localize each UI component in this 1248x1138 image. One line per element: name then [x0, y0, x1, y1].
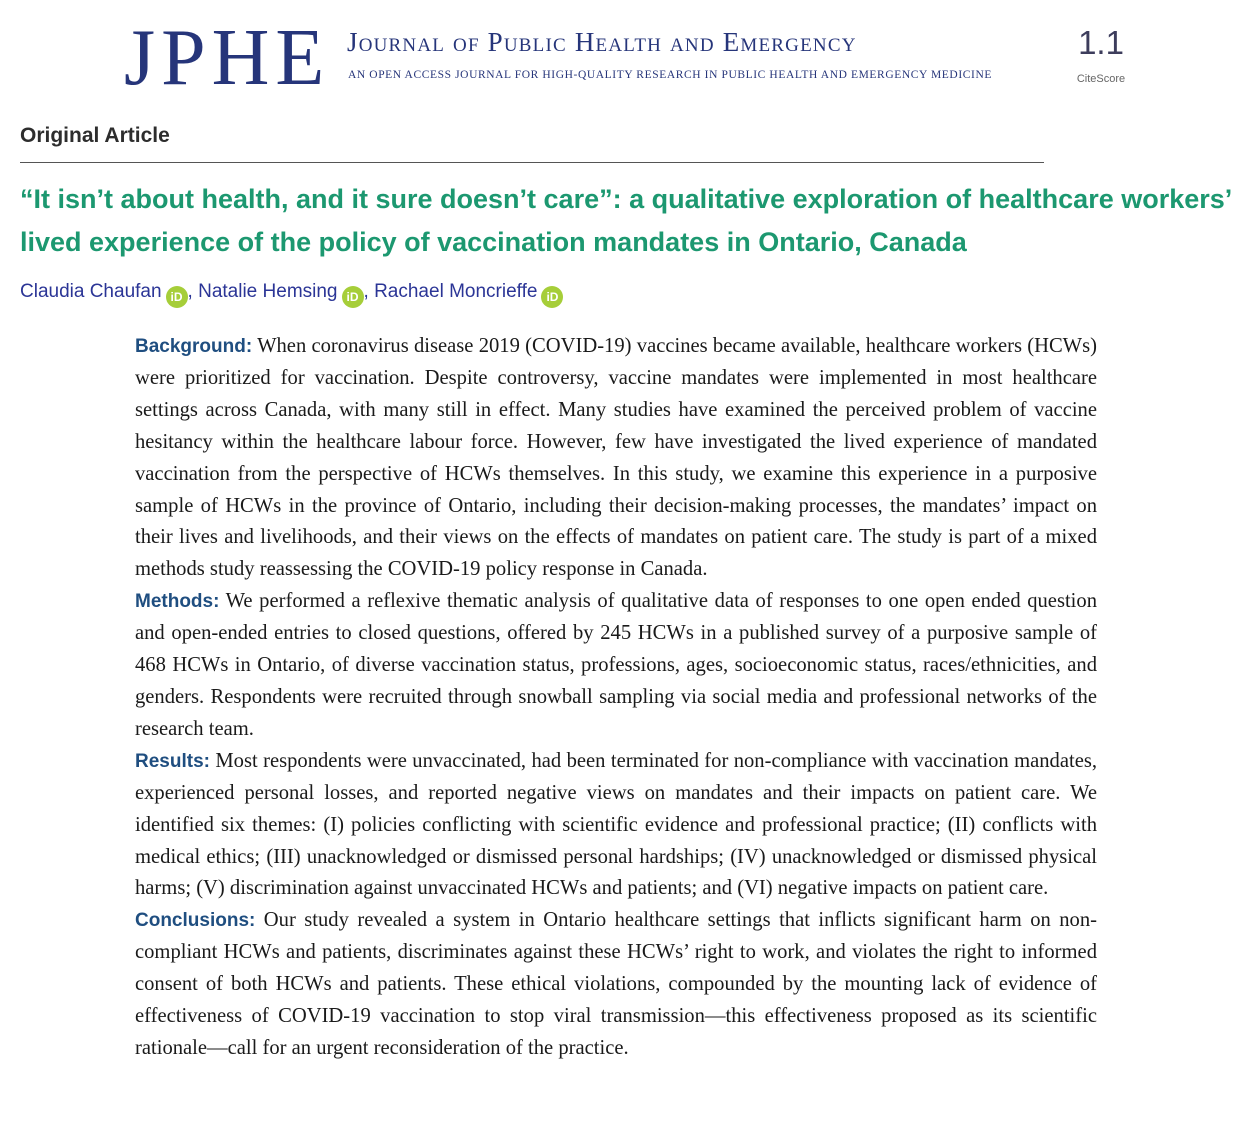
citescore-label[interactable]: CiteScore [1076, 73, 1126, 85]
journal-logo[interactable]: JPHE [124, 14, 331, 102]
journal-name[interactable]: Journal of Public Health and Emergency [347, 27, 857, 57]
orcid-icon[interactable]: iD [342, 286, 364, 308]
author-separator: , [363, 281, 375, 302]
results-text: Most respondents were unvaccinated, had been terminated for non-compliance with vaccination mandates, experienced personal losses, and reported negative views on mandates and their impacts on patient care. We identified six themes: (I) policies conflicting with scientific evidence and professional practice; (II) conflicts with medical ethics; (III) unacknowledged or dismissed personal hardships; (IV) unacknowledged or dismissed physical harms; (V) discrimination against unvaccinated HCWs and patients; and (VI) negative impacts on patient care. [135, 749, 1097, 900]
header-divider [20, 162, 1044, 163]
orcid-icon[interactable]: iD [166, 286, 188, 308]
journal-tagline: AN OPEN ACCESS JOURNAL FOR HIGH-QUALITY RESEARCH IN PUBLIC HEALTH AND EMERGENCY MEDICINE [348, 69, 992, 81]
background-label: Background: [135, 336, 253, 357]
author-separator: , [187, 281, 199, 302]
results-label: Results: [135, 750, 210, 772]
abstract [135, 331, 1097, 1065]
background-text: When coronavirus disease 2019 (COVID-19) vaccines became available, healthcare workers (HCWs) were prioritized for vaccination. Despite controversy, vaccine mandates were implemented in most healthcare settings across Canada, with many still in effect. Many studies have examined the perceived problem of vaccine hesitancy within the healthcare labour force. However, few have investigated the lived experience of mandated vaccination from the perspective of HCWs themselves. In this study, we examine this experience in a purposive sample of HCWs in the province of Ontario, including their decision-making processes, the mandates’ impact on their lives and livelihoods, and their views on the effects of mandates on patient care. The study is part of a mixed methods study reassessing the COVID-19 policy response in Canada. [135, 335, 1097, 581]
abstract-conclusions [135, 905, 1097, 1065]
author-name[interactable]: Claudia Chaufan [20, 281, 162, 302]
author-list [20, 281, 563, 308]
abstract-results [135, 746, 1097, 906]
author-name[interactable]: Rachael Moncrieffe [374, 281, 538, 302]
methods-label: Methods: [135, 591, 220, 613]
author-name[interactable]: Natalie Hemsing [198, 281, 338, 302]
abstract-methods [135, 586, 1097, 746]
article-title: “It isn’t about health, and it sure doesn’t care”: a qualitative exploration of healthcare workers’ lived experience of the policy of vaccination mandates in Ontario, Canada [20, 184, 1231, 257]
methods-text: We performed a reflexive thematic analysis of qualitative data of responses to one open ended question and open-ended entries to closed questions, offered by 245 HCWs in a published survey of a purposive sample of 468 HCWs in Ontario, of diverse vaccination status, professions, ages, socioeconomic status, races/ethnicities, and genders. Respondents were recruited through snowball sampling via social media and professional networks of the research team. [135, 590, 1097, 740]
abstract-background [135, 331, 1097, 586]
article-type: Original Article [20, 124, 170, 147]
orcid-icon[interactable]: iD [541, 286, 563, 308]
conclusions-label: Conclusions: [135, 910, 256, 932]
conclusions-text: Our study revealed a system in Ontario healthcare settings that inflicts significant harm on non-compliant HCWs and patients, discriminates against these HCWs’ right to work, and violates the right to informed consent of both HCWs and patients. These ethical violations, compounded by the mounting lack of evidence of effectiveness of COVID-19 vaccination to stop viral transmission—this effectiveness proposed as its scientific rationale—call for an urgent reconsideration of the practice. [135, 909, 1097, 1059]
citescore-value[interactable]: 1.1 [1078, 24, 1124, 61]
